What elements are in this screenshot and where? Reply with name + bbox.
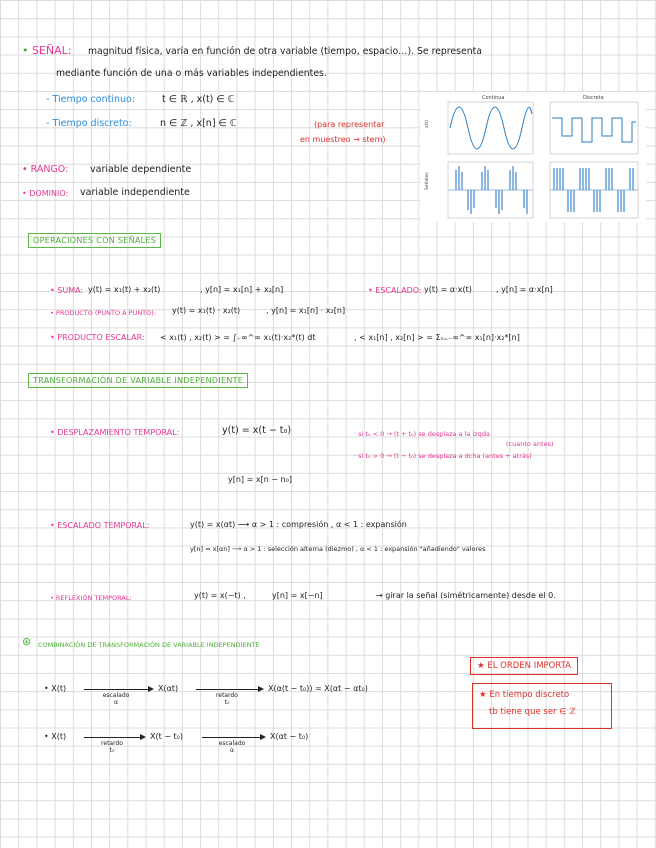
reflexion-note: → girar la señal (simétricamente) desde el 0. — [376, 591, 556, 600]
producto-escalar-label: • PRODUCTO ESCALAR: — [50, 333, 145, 342]
suma-disc: , y[n] = x₁[n] + x₂[n] — [200, 285, 284, 294]
comb-row1-arrow-2-label — [200, 692, 254, 706]
tiempo-continuo-label: - Tiempo continuo: — [46, 94, 136, 105]
operaciones-title: OPERACIONES CON SEÑALES — [28, 233, 161, 248]
comb-row2-arrow-1-label — [86, 740, 138, 754]
comb-row1-arrow-1-label-text: escalado — [102, 692, 130, 699]
senal-def-line1: magnitud física, varía en función de otra variable (tiempo, espacio…). Se representa — [88, 46, 482, 57]
comb-row2-end: X(αt − t₀) — [270, 732, 309, 741]
senal-term: SEÑAL: — [32, 44, 72, 57]
desplazamiento-note-1: · si t₀ < 0 → (t + t₀) se desplaza a la izqda — [354, 430, 490, 438]
discreto-note-1: (para representar — [314, 120, 385, 129]
desplazamiento-cont: y(t) = x(t − t₀) — [222, 425, 292, 436]
comb-row2-arrow-1 — [84, 737, 144, 738]
combinacion-star-icon: ⊛ — [22, 635, 32, 648]
escalado-cont: y(t) = α·x(t) — [424, 285, 472, 294]
fig-axis-label: x(t) — [425, 120, 430, 128]
escalado-disc: , y[n] = α·x[n] — [496, 285, 553, 294]
escalado-temporal-label: • ESCALADO TEMPORAL: — [50, 521, 150, 530]
comb-row2-arrow-2-label-param: α — [230, 747, 234, 754]
signal-figures-svg — [420, 92, 646, 222]
note-discreto-line-2: tb tiene que ser ∈ ℤ — [489, 707, 576, 717]
comb-row2-arrow-2-label — [206, 740, 258, 754]
comb-row1-arrow-1-label-param: α — [114, 699, 118, 706]
reflexion-label: • REFLEXIÓN TEMPORAL: — [50, 594, 132, 602]
comb-row2-arrow-1-label-text: retardo — [101, 740, 123, 747]
producto-disc: , y[n] = x₁[n] · x₂[n] — [266, 306, 346, 315]
comb-row1-end: X(α(t − t₀)) = X(αt − αt₀) — [268, 684, 368, 693]
comb-row1-arrow-2 — [196, 689, 262, 690]
comb-row1-arrow-2-label-text: retardo — [216, 692, 238, 699]
comb-row1-arrow-2-label-param: t₀ — [224, 699, 230, 706]
comb-row1-start: • X(t) — [44, 684, 67, 693]
discreto-note-2: en muestreo → stem) — [300, 135, 386, 144]
comb-row1-mid: X(αt) — [158, 684, 179, 693]
desplazamiento-note-2: · si t₀ > 0 → (t − t₀) se desplaza a dcha (antes + atrás) — [354, 452, 532, 460]
escalado-label: • ESCALADO: — [368, 286, 422, 295]
tiempo-discreto-label: - Tiempo discreto: — [46, 118, 132, 129]
dominio-def: variable independiente — [80, 187, 190, 198]
reflexion-cont: y(t) = x(−t) , — [194, 591, 246, 600]
producto-escalar-disc: , < x₁[n] , x₂[n] > = Σₙ₌₋∞^∞ x₁[n]·x₂*[n] — [354, 333, 520, 342]
signal-figures — [420, 92, 646, 222]
escalado-temporal-cont: y(t) = x(αt) ⟶ α > 1 : compresión , α < 1 : expansión — [190, 520, 407, 529]
suma-cont: y(t) = x₁(t) + x₂(t) — [88, 285, 161, 294]
rango-term: • RANGO: — [22, 164, 69, 175]
comb-row2-arrow-2-label-text: escalado — [218, 740, 246, 747]
note-orden: ★ EL ORDEN IMPORTA — [470, 657, 578, 675]
desplazamiento-label: • DESPLAZAMIENTO TEMPORAL: — [50, 428, 180, 437]
tiempo-discreto-expr: n ∈ ℤ , x[n] ∈ ℂ — [160, 118, 237, 129]
comb-row2-arrow-2 — [202, 737, 264, 738]
transformacion-title: TRANSFORMACIÓN DE VARIABLE INDEPENDIENTE — [28, 373, 248, 388]
fig-title-continua: Continua — [482, 95, 505, 101]
comb-row2-mid: X(t − t₀) — [150, 732, 183, 741]
dominio-term: • DOMINIO: — [22, 189, 69, 198]
comb-row2-arrow-1-label-param: t₀ — [109, 747, 115, 754]
senal-bullet: • — [22, 44, 29, 57]
escalado-temporal-disc: y[n] = x[αn] ⟶ α > 1 : selección alterna (diezmo) , α < 1 : expansión "añadiendo" valores — [190, 545, 486, 553]
combinacion-title: COMBINACIÓN DE TRANSFORMACIÓN DE VARIABLE INDEPENDIENTE — [38, 641, 260, 649]
rango-def: variable dependiente — [90, 164, 192, 175]
comb-row1-arrow-1 — [84, 689, 152, 690]
tiempo-continuo-expr: t ∈ ℝ , x(t) ∈ ℂ — [162, 94, 235, 105]
note-discreto-line-1: ★ En tiempo discreto — [479, 690, 570, 700]
comb-row2-start: • X(t) — [44, 732, 67, 741]
fig-title-discreta: Discreta — [583, 95, 604, 101]
fig-axis-label-2: Señales — [425, 172, 430, 190]
producto-escalar-cont: < x₁(t) , x₂(t) > = ∫₋∞^∞ x₁(t)·x₂*(t) dt — [160, 333, 316, 342]
senal-def-line2: mediante función de una o más variables independientes. — [56, 68, 327, 79]
producto-label: • PRODUCTO (PUNTO A PUNTO): — [50, 309, 156, 317]
desplazamiento-disc: y[n] = x[n − n₀] — [228, 475, 292, 484]
comb-row1-arrow-1-label — [88, 692, 144, 706]
desplazamiento-note-1b: (cuanto antes) — [506, 440, 554, 448]
note-discreto — [472, 683, 612, 729]
reflexion-disc: y[n] = x[−n] — [272, 591, 323, 600]
producto-cont: y(t) = x₁(t) · x₂(t) — [172, 306, 241, 315]
suma-label: • SUMA: — [50, 286, 84, 295]
